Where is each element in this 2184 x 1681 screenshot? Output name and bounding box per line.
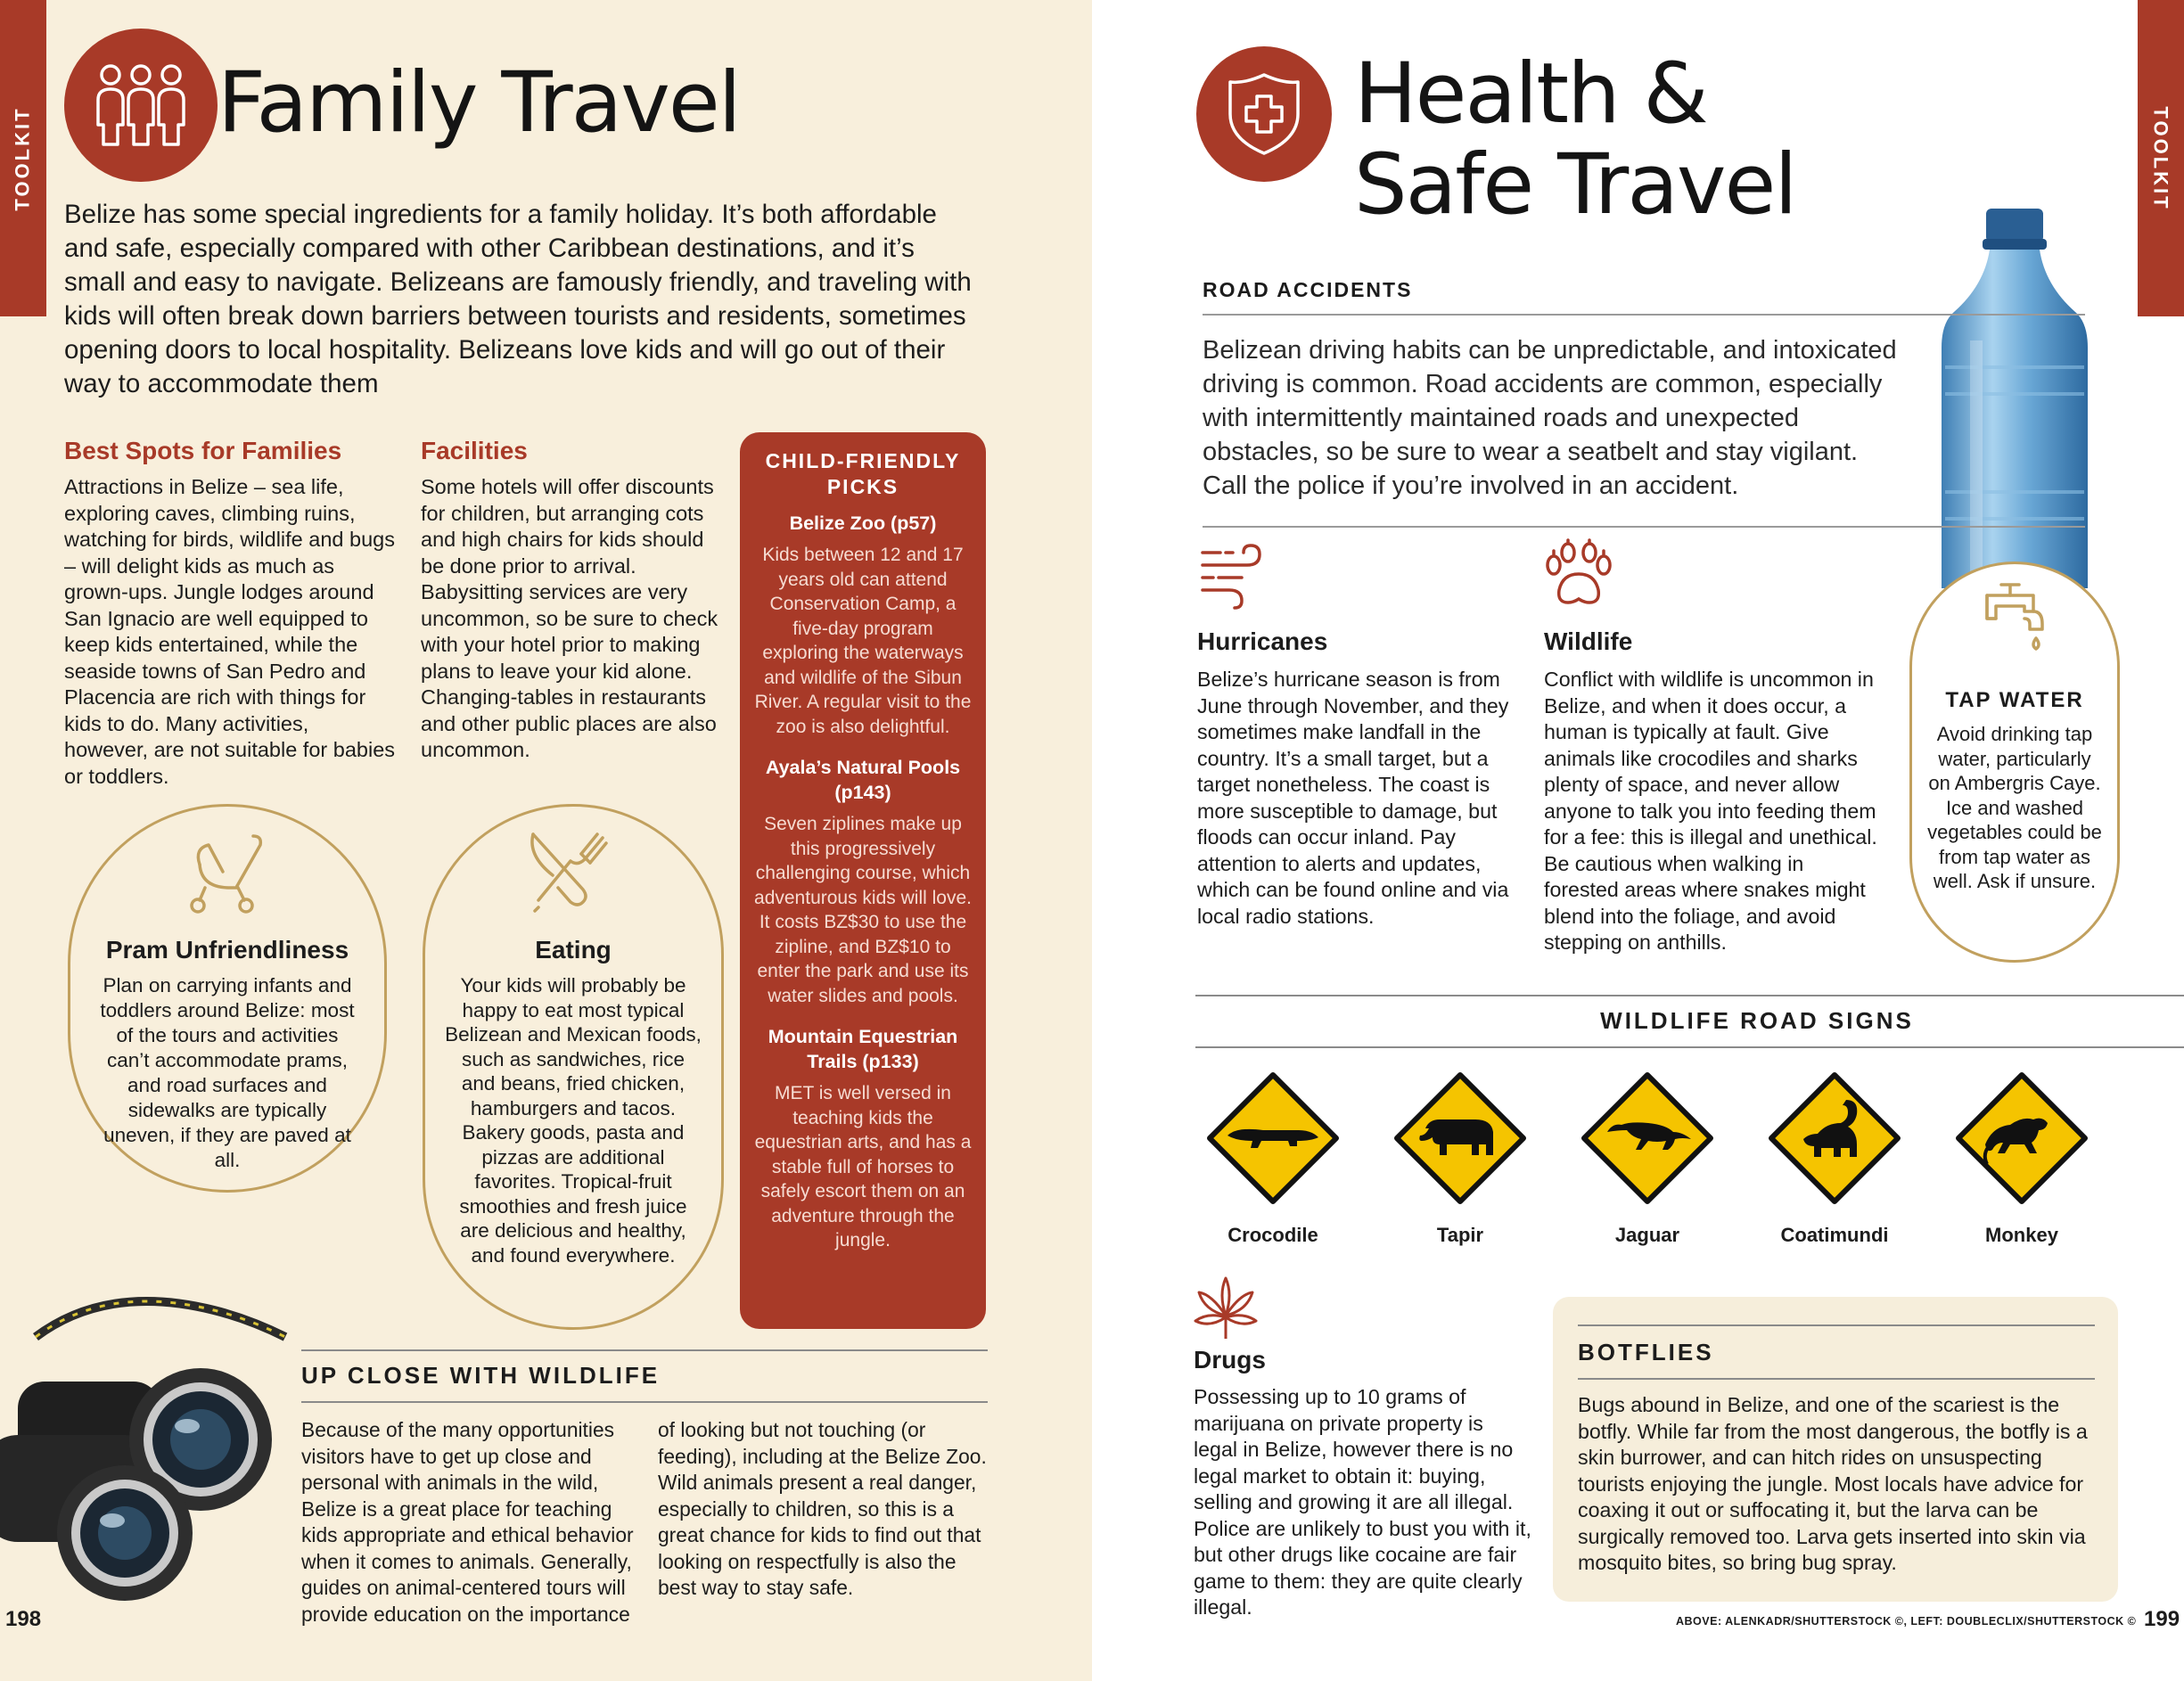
- page-title: Family Travel: [218, 54, 740, 152]
- divider: [301, 1349, 988, 1351]
- page-title-line1: Health &: [1354, 45, 1707, 143]
- child-friendly-picks-box: [740, 432, 986, 1329]
- pick-text: Kids between 12 and 17 years old can attend Conservation Camp, a five-day program exploring the waterways and wildlife of the Sibun River. A regular visit to the zoo is also delightful.: [754, 545, 972, 737]
- hurricanes-heading: Hurricanes: [1197, 627, 1328, 655]
- wildlife-text-col2: of looking but not touching (or feeding), including at the Belize Zoo. Wild animals present a real danger, especially to children, so this is a great chance for kids to find out that looking on respectfully is also the best way to stay safe.: [658, 1418, 987, 1599]
- divider: [1195, 1046, 2184, 1048]
- tapir-sign-icon: [1393, 1071, 1527, 1205]
- wildlife-text-col1: Because of the many opportunities visitors have to get up close and personal with animals in the wild, Belize is a great place for teaching kids appropriate and ethical behavior when it comes to animals. Generally, guides on animal-centered tours will provide education on the importance: [301, 1418, 634, 1626]
- pick-name: Mountain Equestrian Trails (p133): [768, 1026, 958, 1072]
- eating-text: Your kids will probably be happy to eat most typical Belizean and Mexican foods, such as sandwiches, rice and beans, fried chicken, hamburgers and tacos. Bakery goods, pasta and pizzas are additional favorites. Tropical-fruit smoothies and fresh juice are delicious and healthy, and found everywhere.: [445, 974, 702, 1267]
- pick-name: Ayala’s Natural Pools (p143): [765, 757, 961, 803]
- sign-label: Jaguar: [1614, 1224, 1680, 1246]
- toolkit-tab: [0, 0, 46, 316]
- toolkit-tab-label: TOOLKIT: [12, 105, 34, 211]
- facilities-heading: Facilities: [421, 437, 528, 464]
- child-friendly-heading: CHILD-FRIENDLY PICKS: [765, 449, 961, 498]
- crocodile-sign-icon: [1206, 1071, 1340, 1205]
- monkey-sign-icon: [1955, 1071, 2089, 1205]
- paw-icon: [1543, 538, 1614, 611]
- toolkit-tab: [2138, 0, 2184, 316]
- photo-credits: ABOVE: ALENKADR/SHUTTERSTOCK ©, LEFT: DOUBLECLIX/SHUTTERSTOCK ©: [1676, 1615, 2137, 1628]
- pick-text: Seven ziplines make up this progressively challenging course, which adventurous kids will love. It costs BZ$30 to use the zipline, and BZ$10 to enter the park and use its water slides and pools.: [754, 814, 972, 1006]
- tap-water-text: Avoid drinking tap water, particularly on Ambergris Caye. Ice and washed vegetables could be from tap water as well. Ask if unsure.: [1927, 723, 2102, 892]
- wildlife-text: Conflict with wildlife is uncommon in Belize, and when it does occur, a human is typically at fault. Give animals like crocodiles and sharks plenty of space, and never allow anyone to talk you into feeding them for a fee: this is illegal and unethical. Be cautious when walking in forested areas where snakes might blend into the foliage, and avoid stepping on anthills.: [1544, 668, 1877, 954]
- pram-text: Plan on carrying infants and toddlers around Belize: most of the tours and activities can’t accommodate prams, and road surfaces and sidewalks are typically uneven, if they are paved at all.: [100, 974, 355, 1171]
- divider: [1195, 995, 2184, 996]
- cannabis-leaf-icon: [1192, 1275, 1260, 1347]
- sign-label: Monkey: [1985, 1224, 2058, 1246]
- divider: [1203, 314, 2085, 316]
- wind-icon: [1197, 540, 1265, 616]
- pram-heading: Pram Unfriendliness: [105, 936, 349, 964]
- page-number: 199: [2144, 1607, 2180, 1631]
- sign-label: Tapir: [1436, 1224, 1484, 1246]
- page-number: 198: [5, 1607, 42, 1631]
- family-icon: [64, 29, 218, 182]
- stroller-icon: [180, 829, 273, 922]
- page-title-line2: Safe Travel: [1354, 136, 1796, 234]
- divider: [1203, 526, 2085, 528]
- intro-paragraph: Belize has some special ingredients for a family holiday. It’s both affordable and safe, especially compared with other Caribbean destinations, and it’s small and easy to navigate. Belizeans are famously friendly, and traveling with kids will often break down barriers between tourists and residents, sometimes opening doors to local hospitality. Belizeans love kids and will go out of their way to accommodate them: [64, 200, 972, 398]
- toolkit-tab-label: TOOLKIT: [2150, 105, 2172, 211]
- coatimundi-sign-icon: [1768, 1071, 1901, 1205]
- road-accidents-text: Belizean driving habits can be unpredictable, and intoxicated driving is common. Road accidents are common, especially with intermittently maintained roads and unexpected obstacles, so be sure to wear a seatbelt and stay vigilant. Call the police if you’re involved in an accident.: [1203, 336, 1897, 500]
- divider: [1578, 1324, 2095, 1326]
- best-spots-text: Attractions in Belize – sea life, exploring caves, climbing ruins, watching for birds, wildlife and bugs – will delight kids as much as grown-ups. Jungle lodges around San Ignacio are well equipped to keep kids entertained, while the seaside towns of San Pedro and Placencia are rich with things for kids to do. Many activities, however, are not suitable for babies or toddlers.: [64, 475, 396, 788]
- water-bottle-icon: [1934, 207, 2095, 603]
- sign-label: Crocodile: [1227, 1224, 1318, 1246]
- divider: [301, 1401, 988, 1403]
- eating-heading: Eating: [535, 936, 612, 964]
- faucet-icon: [1975, 579, 2055, 664]
- tap-water-heading: TAP WATER: [1945, 688, 2084, 712]
- drugs-text: Possessing up to 10 grams of marijuana on private property is legal in Belize, however there is no legal market to obtain it: buying, selling and growing it are all illegal. Police are unlikely to bust you with it, but other drugs like cocaine are fair game to them: they are quite clearly illegal.: [1194, 1385, 1531, 1619]
- hurricanes-text: Belize’s hurricane season is from June through November, and they sometimes make landfall in the country. It’s a small target, but a target nonetheless. The coast is more susceptible to damage, but floods can occur inland. Pay attention to alerts and updates, which can be found online and via local radio stations.: [1197, 668, 1509, 928]
- divider: [1578, 1378, 2095, 1380]
- wildlife-heading: Wildlife: [1544, 627, 1633, 655]
- best-spots-heading: Best Spots for Families: [64, 437, 342, 464]
- right-page: [1092, 0, 2184, 1681]
- pick-name: Belize Zoo (p57): [789, 512, 937, 534]
- facilities-text: Some hotels will offer discounts for children, but arranging cots and high chairs for kids should be done prior to arrival. Babysitting services are very uncommon, so be sure to check with your hotel prior to making plans to leave your kid alone. Changing-tables in restaurants and other public places are also uncommon.: [421, 475, 718, 761]
- road-signs-heading: WILDLIFE ROAD SIGNS: [1600, 1007, 1914, 1034]
- drugs-heading: Drugs: [1194, 1346, 1266, 1374]
- botflies-heading: BOTFLIES: [1578, 1339, 1714, 1365]
- fork-knife-icon: [526, 829, 615, 922]
- pick-text: MET is well versed in teaching kids the equestrian arts, and has a stable full of horses to safely escort them on an adventure through the jungle.: [754, 1083, 972, 1250]
- botflies-text: Bugs abound in Belize, and one of the scariest is the botfly. While far from the most dangerous, the botfly is a skin burrower, and can hitch rides on unsuspecting tourists enjoying the jungle. Most locals have advice for coaxing it out or suffocating it, but the larva can be surgically removed too. Larva gets inserted into skin via mosquito bites, so bring bug spray.: [1578, 1393, 2088, 1574]
- binoculars-icon: [0, 1283, 294, 1609]
- shield-cross-icon: [1196, 46, 1332, 182]
- road-accidents-heading: ROAD ACCIDENTS: [1203, 278, 1413, 301]
- sign-label: Coatimundi: [1780, 1224, 1889, 1246]
- jaguar-sign-icon: [1581, 1071, 1714, 1205]
- wildlife-heading: UP CLOSE WITH WILDLIFE: [301, 1362, 661, 1389]
